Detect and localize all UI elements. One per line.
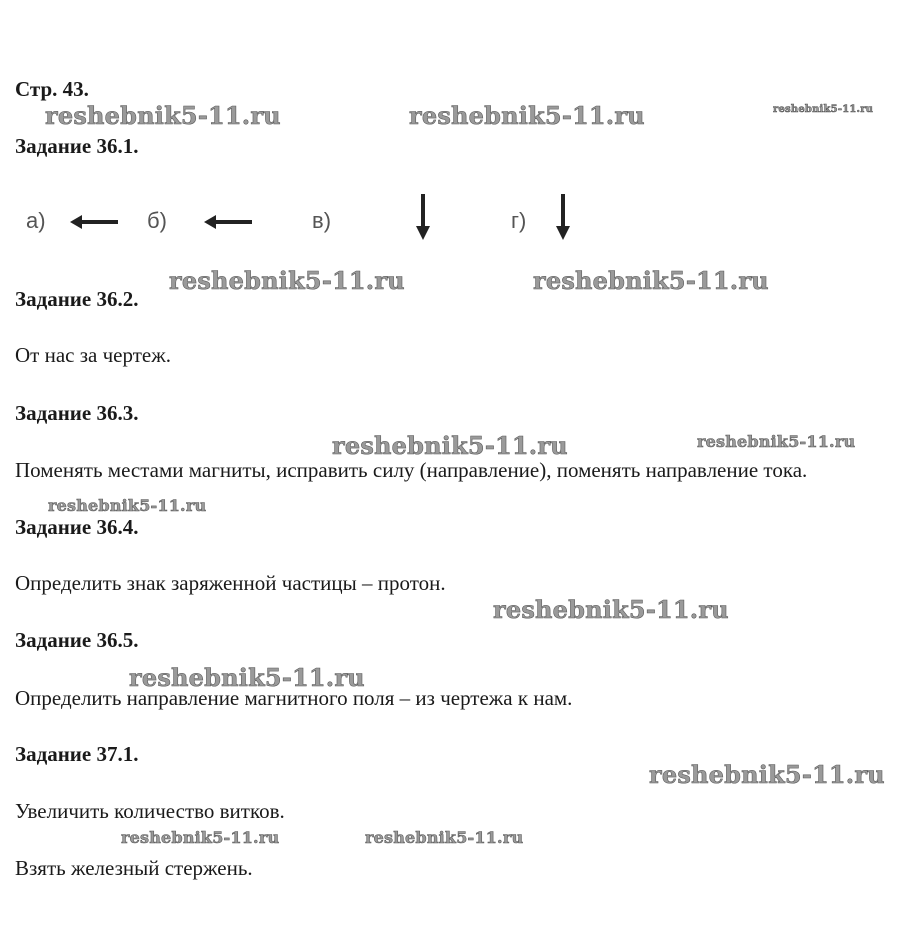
watermark: reshebnik5-11.ru xyxy=(649,760,885,789)
watermark: reshebnik5-11.ru xyxy=(332,431,568,460)
option-label: а) xyxy=(26,208,46,233)
arrow-left-icon xyxy=(204,212,254,232)
task-answer: Увеличить количество витков. xyxy=(15,799,285,823)
task-answer: Поменять местами магниты, исправить силу (направление), поменять направление тока. xyxy=(15,458,808,482)
option-label: г) xyxy=(511,208,527,233)
watermark: reshebnik5-11.ru xyxy=(129,663,365,692)
watermark: reshebnik5-11.ru xyxy=(697,432,856,451)
watermark: reshebnik5-11.ru xyxy=(45,101,281,130)
watermark: reshebnik5-11.ru xyxy=(48,496,207,515)
task-heading: Задание 36.5. xyxy=(15,628,139,652)
task-answer: От нас за чертеж. xyxy=(15,343,171,367)
page-label: Стр. 43. xyxy=(15,77,89,101)
task-heading: Задание 37.1. xyxy=(15,742,139,766)
watermark: reshebnik5-11.ru xyxy=(121,828,280,847)
arrow-down-icon xyxy=(553,194,573,240)
watermark: reshebnik5-11.ru xyxy=(409,101,645,130)
arrow-left-icon xyxy=(70,212,120,232)
option-label: в) xyxy=(312,208,332,233)
watermark: reshebnik5-11.ru xyxy=(365,828,524,847)
task-answer: Определить направление магнитного поля – из чертежа к нам. xyxy=(15,686,573,710)
task-answer: Взять железный стержень. xyxy=(15,856,253,880)
task-heading: Задание 36.4. xyxy=(15,515,139,539)
option-label: б) xyxy=(147,208,167,233)
task-heading: Задание 36.2. xyxy=(15,287,139,311)
watermark: reshebnik5-11.ru xyxy=(773,104,874,115)
task-heading: Задание 36.3. xyxy=(15,401,139,425)
watermark: reshebnik5-11.ru xyxy=(533,266,769,295)
task-answer: Определить знак заряженной частицы – протон. xyxy=(15,571,446,595)
task-heading: Задание 36.1. xyxy=(15,134,139,158)
arrow-down-icon xyxy=(413,194,433,240)
watermark: reshebnik5-11.ru xyxy=(493,595,729,624)
watermark: reshebnik5-11.ru xyxy=(169,266,405,295)
